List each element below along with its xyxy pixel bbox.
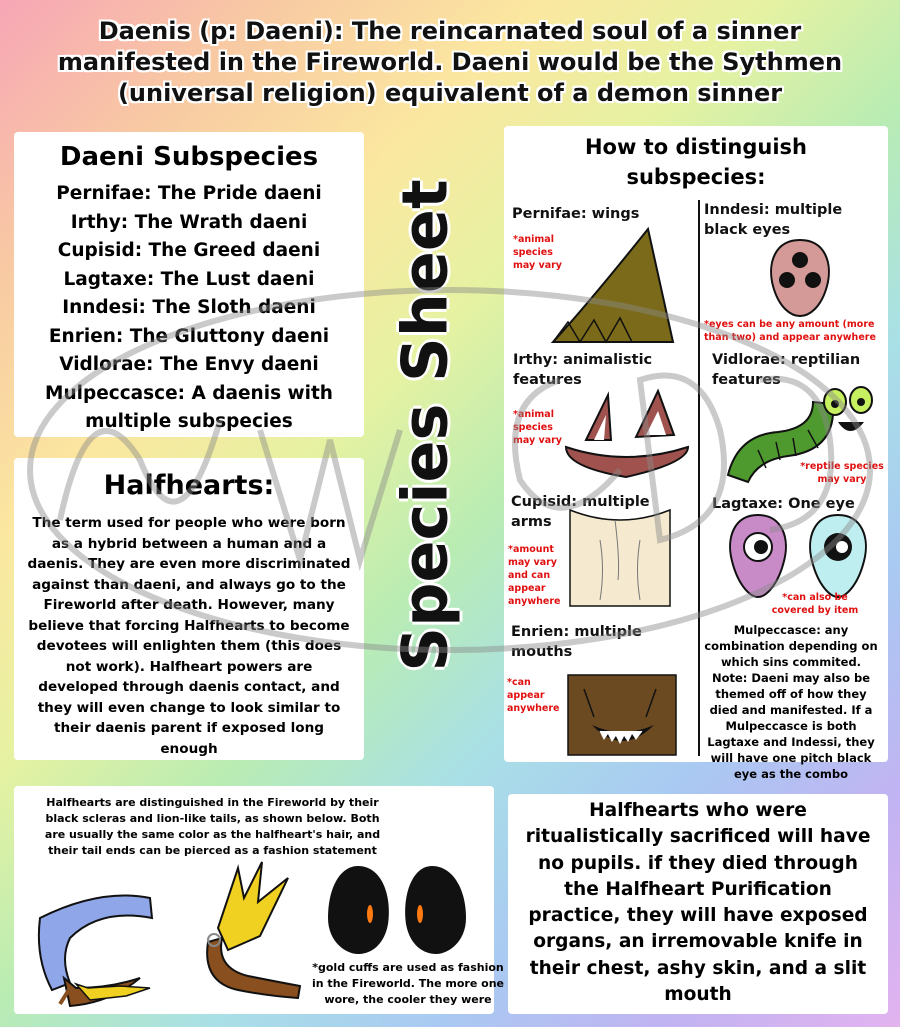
distinguish-title-line1: How to distinguish: [584, 135, 808, 159]
mulpeccasce-text: Mulpeccasce: any combination depending on which sins commited. Note: Daeni may also be themed off of how they died and manifested. If a Mulpeccasce is both Lagtaxe and Indessi, they will have one pitch black eye as the combo: [704, 623, 878, 781]
halfhearts-description: The term used for people who were born as a hybrid between a human and a daenis. They are even more discriminated against than daeni, and always go to the Fireworld after death. However, many believe that forcing Halfhearts to become devotees will enlighten them (this does not work). Halfheart powers are developed through daenis contact, and they will even change to look similar to their daenis parent if exposed long enough: [27, 515, 351, 757]
lagtaxe-note: *can also be covered by item: [771, 592, 859, 616]
inndesi-face-illustration: [765, 238, 835, 318]
irthy-label: Irthy: animalistic features: [513, 352, 653, 388]
black-eyes-illustration: [322, 862, 472, 956]
inndesi-label: Inndesi: multiple black eyes: [704, 202, 843, 238]
irthy-note: *animal species may vary: [513, 409, 562, 446]
lagtaxe-label: Lagtaxe: One eye: [712, 496, 855, 512]
page-title: Daenis (p: Daeni): The reincarnated soul of a sinner manifested in the Fireworld. Daeni would be the Sythmen (universal religion) equivalent of a demon sinner: [57, 17, 843, 108]
brown-tail-illustration: [198, 858, 308, 998]
halfheart-traits-text: Halfhearts are distinguished in the Fireworld by their black scleras and lion-like tails, as shown below. Both are usually the same color as the halfheart's hair, and their tail ends can be pierced as a fashion statement: [44, 796, 381, 857]
wing-illustration: [548, 224, 678, 344]
pernifae-note: *animal species may vary: [513, 234, 562, 271]
subspecies-item: Inndesi: The Sloth daeni: [62, 297, 316, 318]
subspecies-item: Cupisid: The Greed daeni: [57, 240, 321, 261]
sacrifice-panel: [508, 794, 888, 1014]
subspecies-item: Irthy: The Wrath daeni: [70, 211, 308, 233]
subspecies-list: [14, 180, 364, 437]
blue-tail-illustration: [30, 878, 170, 1013]
subspecies-item: Pernifae: The Pride daeni: [56, 183, 322, 204]
pernifae-label: Pernifae: wings: [512, 206, 640, 222]
enrien-label: Enrien: multiple mouths: [511, 624, 642, 660]
distinguish-title-line2: subspecies:: [626, 165, 766, 189]
subspecies-item: Enrien: The Gluttony daeni: [48, 325, 330, 347]
gold-cuffs-note: *gold cuffs are used as fashion in the Fireworld. The more one wore, the cooler they were: [312, 961, 504, 1006]
vidlorae-label: Vidlorae: reptilian features: [712, 352, 861, 388]
mouths-illustration: [564, 673, 680, 757]
horns-illustration: [556, 385, 696, 485]
subspecies-item: Vidlorae: The Envy daeni: [59, 354, 319, 375]
cupisid-label: Cupisid: multiple arms: [511, 494, 650, 530]
one-eye-illustration: [720, 513, 880, 599]
vidlorae-note: *reptile species may vary: [800, 461, 884, 485]
halfhearts-panel: [14, 458, 364, 760]
arms-illustration: [560, 500, 680, 608]
sacrifice-text: Halfhearts who were ritualistically sacrificed will have no pupils. if they died through the Halfheart Purification practice, they will have exposed organs, an irremovable knife in their chest, ashy skin, and a slit mouth: [525, 800, 871, 1006]
species-sheet-heading: Species Sheet: [388, 178, 462, 672]
species-sheet-heading-container: [345, 170, 505, 680]
subspecies-item: Lagtaxe: The Lust daeni: [63, 268, 315, 290]
enrien-note: *can appear anywhere: [507, 677, 560, 714]
subspecies-title: Daeni Subspecies: [59, 142, 319, 172]
column-divider: [698, 200, 700, 756]
halfhearts-title: Halfhearts:: [103, 470, 275, 501]
subspecies-panel: [14, 132, 364, 437]
inndesi-note: *eyes can be any amount (more than two) and appear anywhere: [704, 319, 876, 343]
subspecies-item: Mulpeccasce: A daenis with multiple subspecies: [45, 382, 333, 432]
distinguish-title: [504, 132, 888, 192]
cupisid-note: *amount may vary and can appear anywhere: [508, 544, 561, 607]
